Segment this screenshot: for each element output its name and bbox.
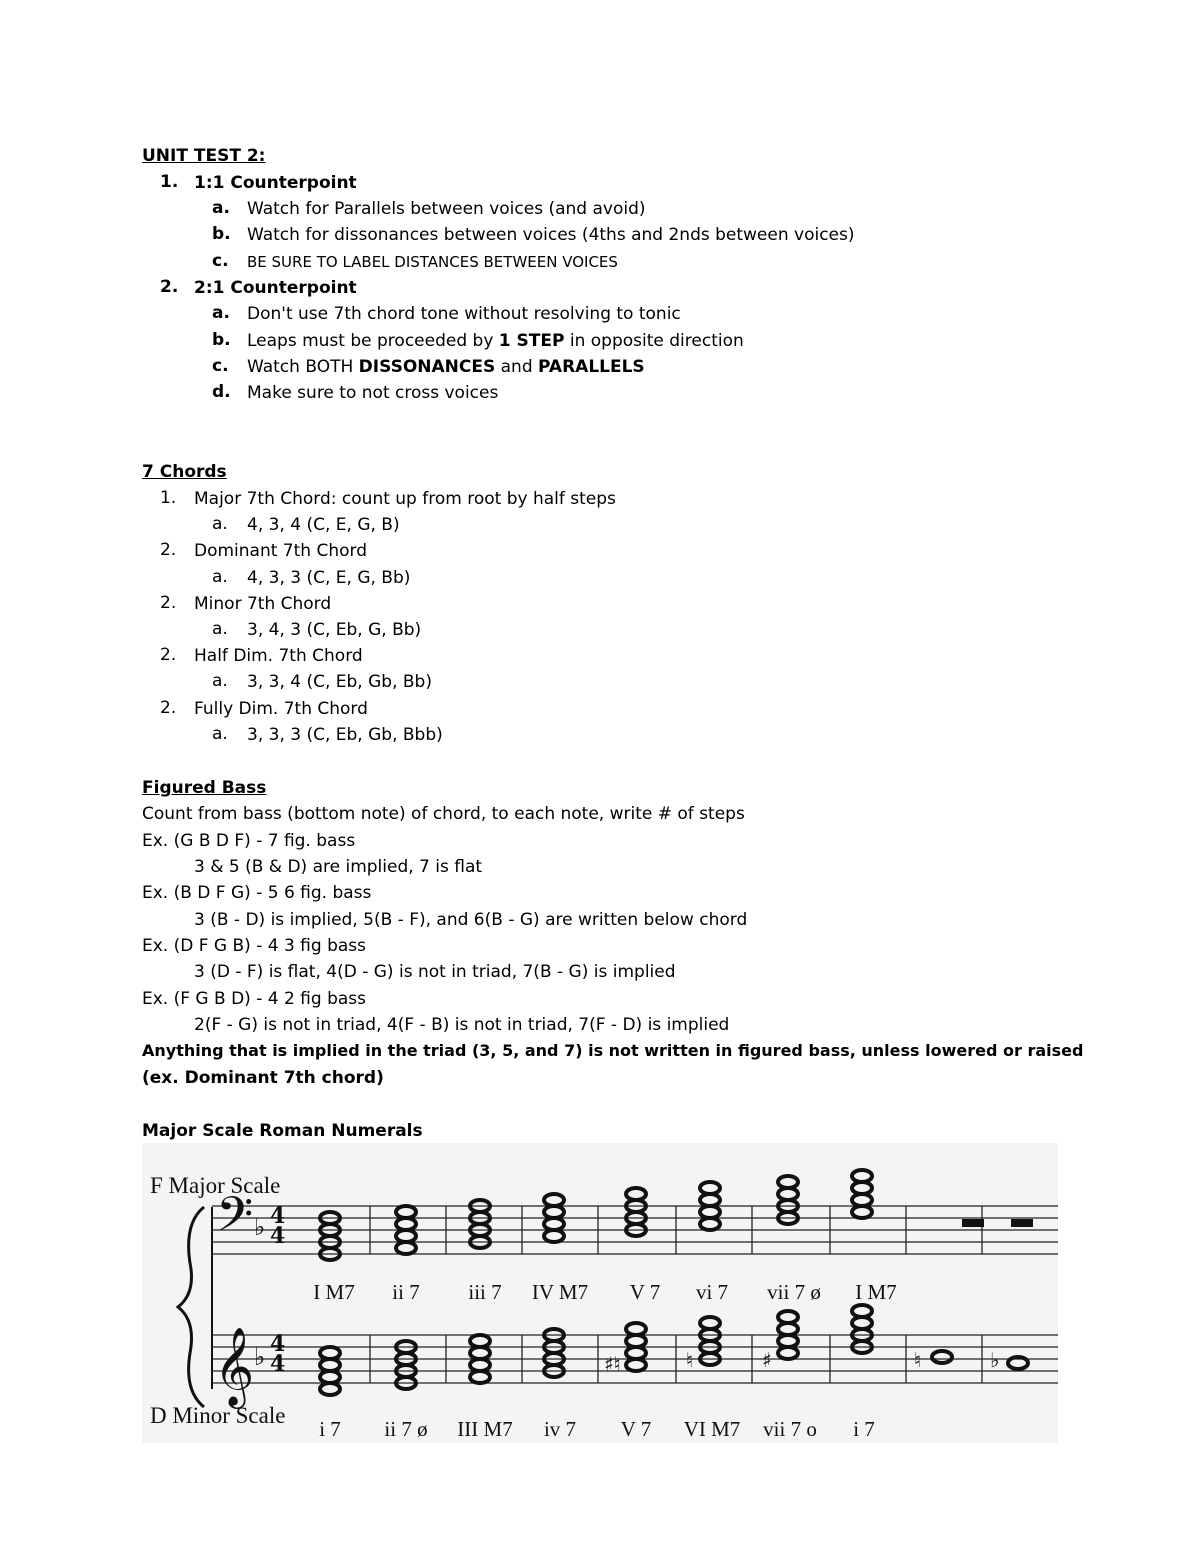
text-line: 3 & 5 (B & D) are implied, 7 is flat — [194, 857, 483, 877]
minor-numeral: i 7 — [319, 1417, 341, 1441]
list-item-title: Dominant 7th Chord — [194, 541, 367, 561]
text-line: 2(F - G) is not in triad, 4(F - B) is not in triad, 7(F - D) is implied — [194, 1015, 730, 1035]
list-number: 2. — [160, 645, 177, 665]
minor-numeral: V 7 — [620, 1417, 652, 1441]
list-letter: d. — [212, 382, 231, 402]
list-item: 3, 3, 3 (C, Eb, Gb, Bbb) — [247, 725, 443, 745]
major-numeral: I M7 — [855, 1280, 897, 1304]
list-letter: a. — [212, 724, 228, 744]
text-line: 3 (B - D) is implied, 5(B - F), and 6(B - G) are written below chord — [194, 910, 748, 930]
list-letter: a. — [212, 514, 228, 534]
bold-run: DISSONANCES — [358, 357, 496, 377]
list-item-title: Half Dim. 7th Chord — [194, 646, 363, 666]
minor-numeral: i 7 — [853, 1417, 875, 1441]
figured-bass-heading: Figured Bass — [142, 778, 267, 798]
text-run: in opposite direction — [564, 331, 744, 351]
time-signature-bottom: 4 — [270, 1223, 286, 1249]
list-item: 4, 3, 3 (C, E, G, Bb) — [247, 568, 411, 588]
bass-clef-icon: 𝄢 — [216, 1186, 254, 1254]
major-numeral: ii 7 — [392, 1280, 420, 1304]
list-letter: a. — [212, 671, 228, 691]
list-item-title: 2:1 Counterpoint — [194, 278, 357, 298]
seven-chords-heading: 7 Chords — [142, 462, 227, 482]
major-numeral: iii 7 — [468, 1280, 502, 1304]
text-run: Leaps must be proceeded by — [247, 331, 499, 351]
list-item: Watch for dissonances between voices (4ths and 2nds between voices) — [247, 225, 855, 245]
text-line: Ex. (B D F G) - 5 6 fig. bass — [142, 883, 372, 903]
list-number: 2. — [160, 540, 177, 560]
list-item-title: Major 7th Chord: count up from root by half steps — [194, 489, 616, 509]
list-item: Don't use 7th chord tone without resolving to tonic — [247, 304, 681, 324]
roman-numerals-heading: Major Scale Roman Numerals — [142, 1121, 423, 1141]
score-image — [142, 1143, 1058, 1443]
list-letter: a. — [212, 303, 230, 323]
list-letter: a. — [212, 198, 230, 218]
time-signature-top: 4 — [270, 1203, 286, 1229]
text-line: Ex. (D F G B) - 4 3 fig bass — [142, 936, 366, 956]
natural-icon: ♮ — [686, 1348, 694, 1372]
list-number: 2. — [160, 698, 177, 718]
minor-numeral: III M7 — [457, 1417, 513, 1441]
list-letter: c. — [212, 251, 229, 271]
figured-bass-note: Anything that is implied in the triad (3, 5, and 7) is not written in figured bass, unless lowered or raised — [142, 1041, 1084, 1060]
text-line: Count from bass (bottom note) of chord, to each note, write # of steps — [142, 804, 745, 824]
bottom-scale-label: D Minor Scale — [150, 1403, 286, 1428]
sharp-icon: ♯ — [762, 1348, 772, 1372]
list-number: 2. — [160, 277, 179, 297]
list-number: 2. — [160, 593, 177, 613]
unit-test-heading: UNIT TEST 2: — [142, 146, 266, 166]
treble-clef-icon: 𝄞 — [214, 1327, 255, 1406]
bold-run: 1 STEP — [498, 331, 565, 351]
text-run: Watch BOTH — [247, 357, 359, 377]
natural-icon: ♮ — [914, 1348, 922, 1372]
text-run: and — [495, 357, 539, 377]
text-line: Ex. (F G B D) - 4 2 fig bass — [142, 989, 366, 1009]
list-item: Make sure to not cross voices — [247, 383, 499, 403]
flat-icon: ♭ — [254, 1343, 266, 1371]
bold-run: PARALLELS — [538, 357, 645, 377]
time-signature-bottom: 4 — [270, 1351, 286, 1377]
list-letter: b. — [212, 224, 231, 244]
major-numeral: I M7 — [313, 1280, 355, 1304]
figured-bass-note: (ex. Dominant 7th chord) — [142, 1068, 384, 1088]
top-scale-label: F Major Scale — [150, 1173, 281, 1198]
minor-numeral: iv 7 — [543, 1417, 577, 1441]
list-letter: b. — [212, 330, 231, 350]
list-number: 1. — [160, 172, 179, 192]
list-item — [247, 356, 645, 378]
whole-rest — [962, 1219, 984, 1227]
list-item: 4, 3, 4 (C, E, G, B) — [247, 515, 400, 535]
major-numeral: IV M7 — [531, 1280, 589, 1304]
list-item-title: Minor 7th Chord — [194, 594, 332, 614]
list-item-title: 1:1 Counterpoint — [194, 173, 357, 193]
list-item: Watch for Parallels between voices (and avoid) — [247, 199, 646, 219]
flat-icon: ♭ — [254, 1213, 266, 1241]
major-numeral: V 7 — [629, 1280, 661, 1304]
list-item: 3, 3, 4 (C, Eb, Gb, Bb) — [247, 672, 432, 692]
list-letter: a. — [212, 567, 228, 587]
list-item — [247, 330, 744, 352]
sharp-natural-icon: ♯♮ — [604, 1352, 621, 1376]
list-item: BE SURE TO LABEL DISTANCES BETWEEN VOICES — [247, 253, 618, 271]
list-item-title: Fully Dim. 7th Chord — [194, 699, 368, 719]
minor-numeral: vii 7 o — [763, 1417, 817, 1441]
list-letter: a. — [212, 619, 228, 639]
text-line: 3 (D - F) is flat, 4(D - G) is not in triad, 7(B - G) is implied — [194, 962, 676, 982]
major-numeral: vi 7 — [695, 1280, 729, 1304]
time-signature-top: 4 — [270, 1331, 286, 1357]
flat-icon: ♭ — [990, 1348, 1000, 1372]
whole-rest — [1011, 1219, 1033, 1227]
list-item: 3, 4, 3 (C, Eb, G, Bb) — [247, 620, 422, 640]
minor-numeral: VI M7 — [683, 1417, 741, 1441]
major-numeral: vii 7 ø — [767, 1280, 821, 1304]
text-line: Ex. (G B D F) - 7 fig. bass — [142, 831, 356, 851]
minor-numeral: ii 7 ø — [384, 1417, 428, 1441]
list-letter: c. — [212, 356, 229, 376]
list-number: 1. — [160, 488, 177, 508]
